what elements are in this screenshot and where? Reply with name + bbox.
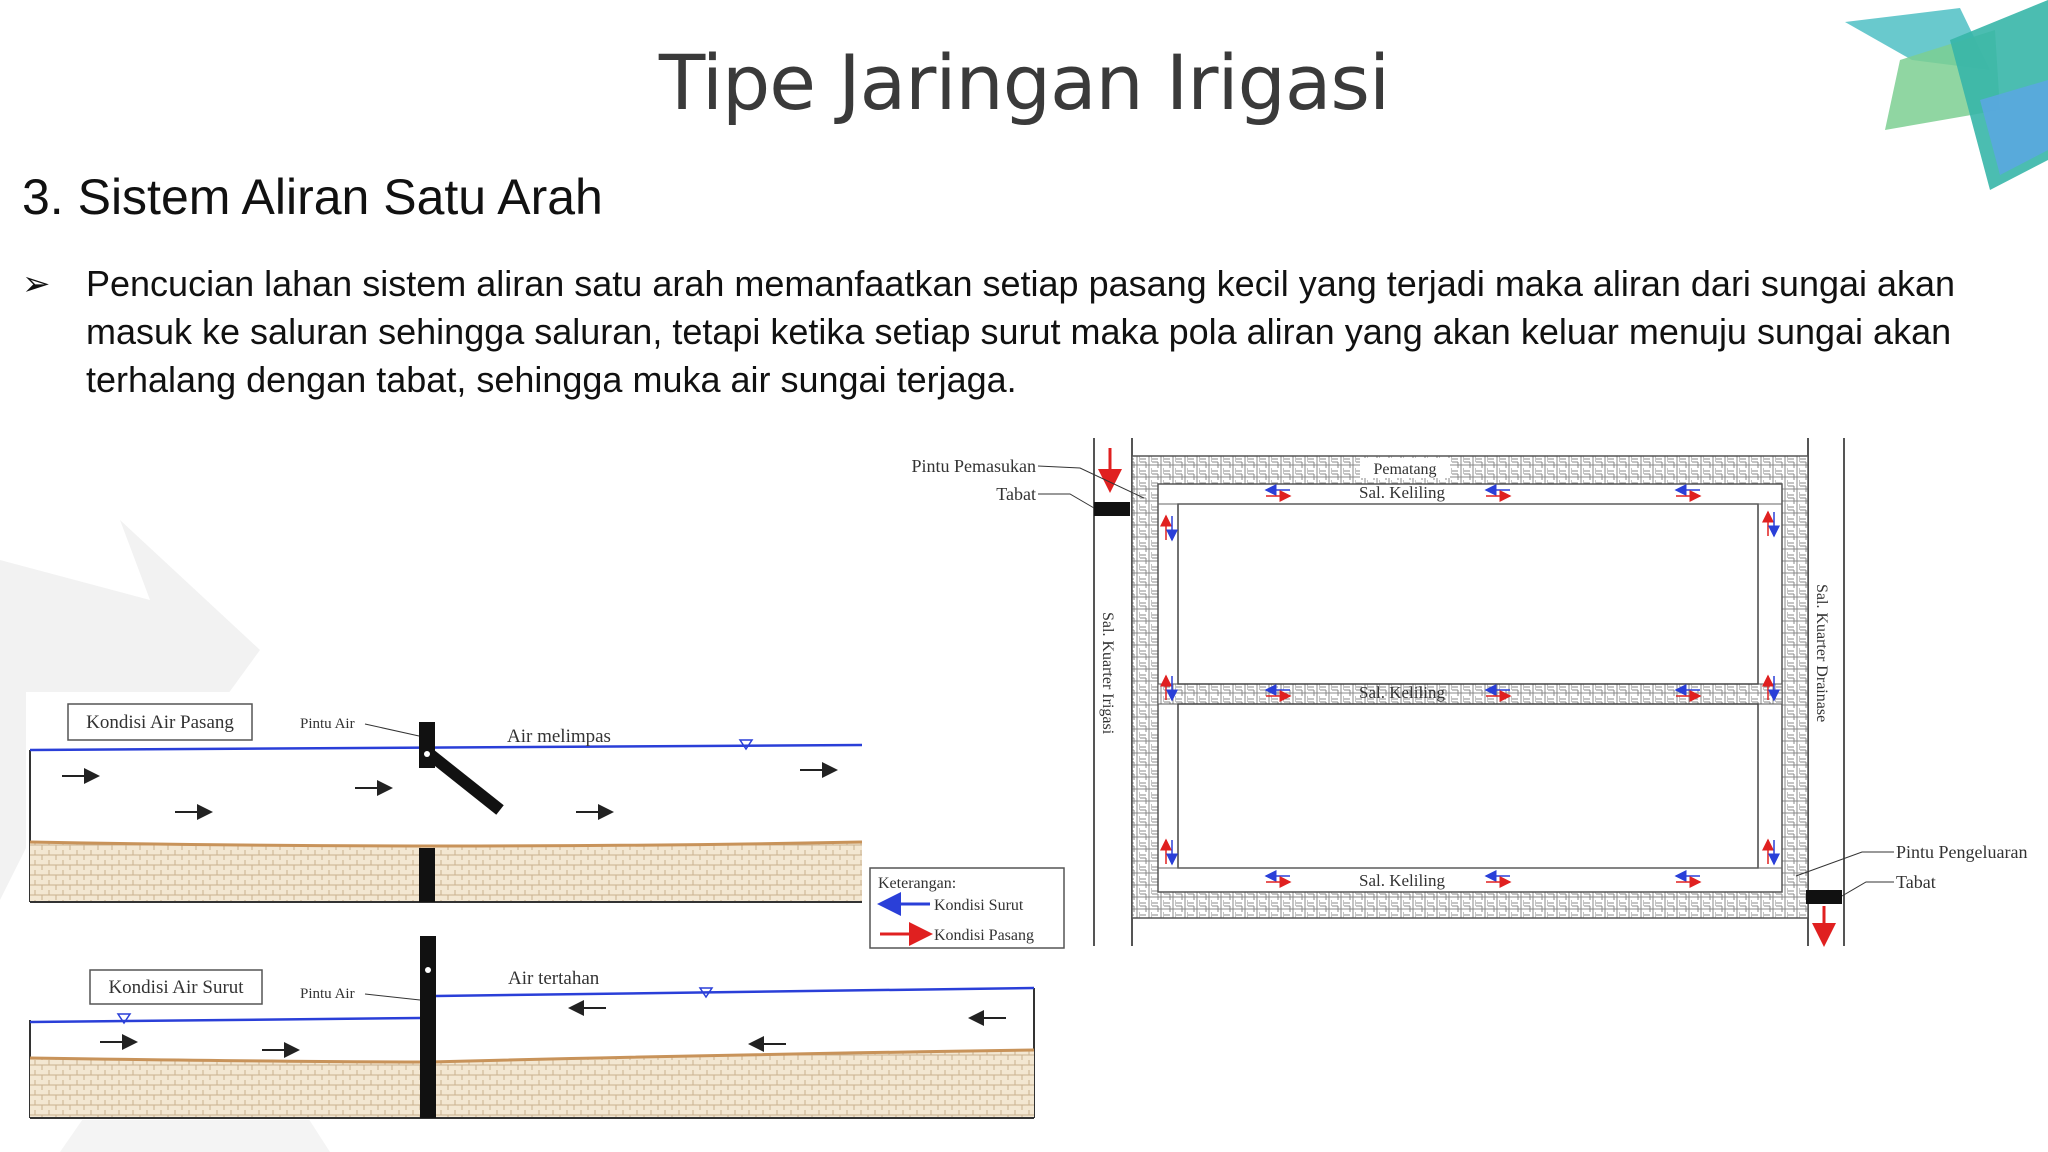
pasang-box-label: Kondisi Air Pasang bbox=[86, 712, 234, 733]
label-keliling-bottom: Sal. Keliling bbox=[1359, 871, 1445, 890]
label-outlet: Pintu Pengeluaran bbox=[1896, 842, 2028, 862]
label-pematang: Pematang bbox=[1373, 461, 1437, 478]
label-irigasi: Sal. Kuarter Irigasi bbox=[1099, 612, 1116, 735]
label-tabat-bottom: Tabat bbox=[1896, 872, 1936, 892]
legend-title: Keterangan: bbox=[878, 875, 957, 892]
pasang-flow-label: Air melimpas bbox=[507, 726, 611, 747]
label-keliling-top: Sal. Keliling bbox=[1359, 483, 1445, 502]
plan-view-diagram bbox=[912, 438, 2028, 946]
surut-box-label: Kondisi Air Surut bbox=[108, 977, 244, 998]
legend bbox=[870, 868, 1064, 948]
label-inlet: Pintu Pemasukan bbox=[911, 456, 1036, 476]
page-title: Tipe Jaringan Irigasi bbox=[658, 38, 1390, 127]
surut-cross-section bbox=[26, 930, 1034, 1120]
label-tabat-top: Tabat bbox=[996, 484, 1036, 504]
pasang-cross-section bbox=[26, 692, 862, 928]
legend-item-pasang: Kondisi Pasang bbox=[934, 927, 1034, 944]
surut-flow-label: Air tertahan bbox=[508, 968, 600, 989]
surut-gate-label: Pintu Air bbox=[300, 986, 355, 1002]
legend-item-surut: Kondisi Surut bbox=[934, 897, 1024, 914]
label-drainase: Sal. Kuarter Drainase bbox=[1813, 584, 1830, 723]
section-subtitle: 3. Sistem Aliran Satu Arah bbox=[22, 169, 603, 225]
label-keliling-middle: Sal. Keliling bbox=[1359, 683, 1445, 702]
bullet-text: Pencucian lahan sistem aliran satu arah memanfaatkan setiap pasang kecil yang terjadi maka aliran dari sungai akan masuk ke saluran sehingga saluran, tetapi ketika setiap surut maka pola aliran yang akan keluar menuju sungai akan terhalang dengan tabat, sehingga muka air sungai terjaga. bbox=[86, 263, 1956, 400]
bullet-arrow-icon: ➢ bbox=[22, 265, 51, 303]
pasang-gate-label: Pintu Air bbox=[300, 716, 355, 732]
